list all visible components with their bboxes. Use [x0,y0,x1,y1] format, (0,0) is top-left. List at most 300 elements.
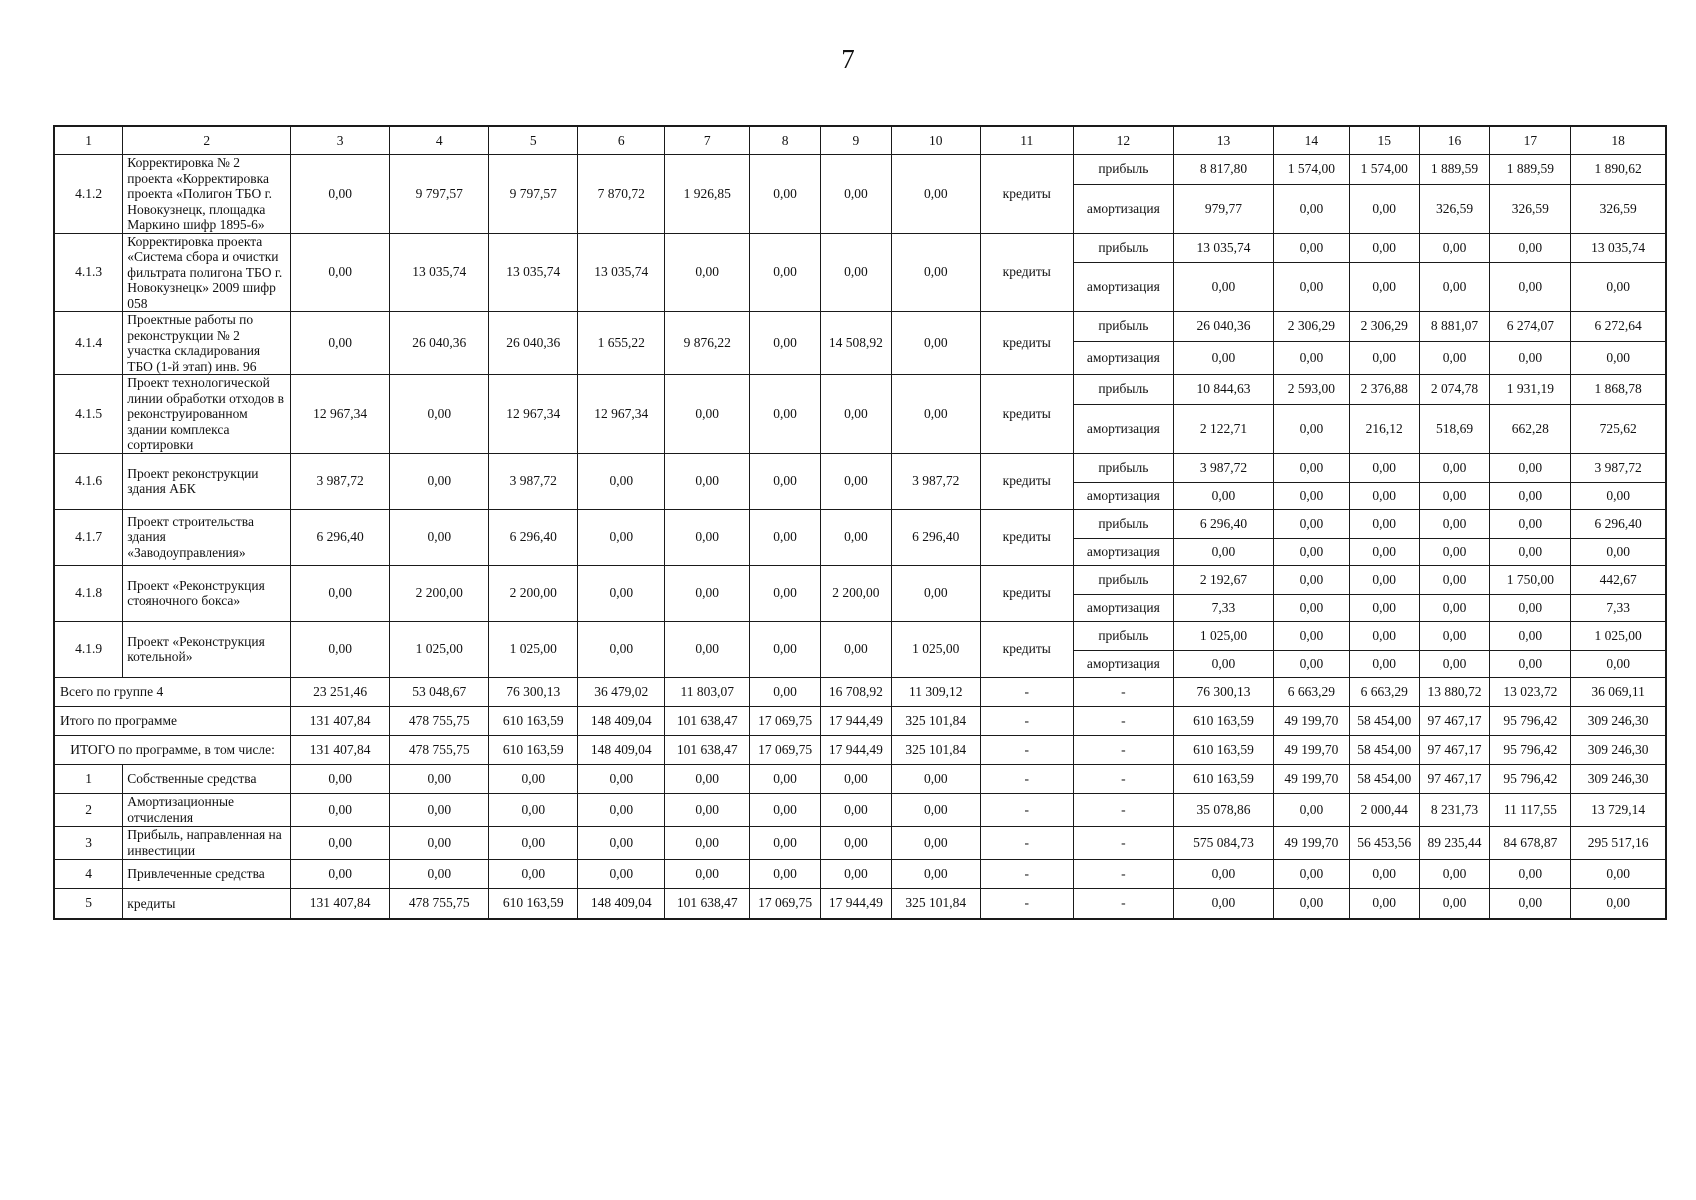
amortization-value: 0,00 [1274,404,1350,453]
profit-value: 6 296,40 [1173,509,1273,538]
column-number-cell: 5 [489,126,578,155]
summary-value: 11 803,07 [665,677,750,706]
project-code: 4.1.8 [54,565,123,621]
project-value-c9: 0,00 [820,155,891,234]
funding-source-value: 0,00 [578,826,665,859]
funding-source-number: 5 [54,888,123,919]
profit-value: 6 296,40 [1571,509,1666,538]
summary-value: 53 048,67 [390,677,489,706]
amortization-value: 0,00 [1274,650,1350,677]
funding-source-value: 13 729,14 [1571,793,1666,826]
funding-source-value: 0,00 [665,826,750,859]
profit-value: 0,00 [1349,621,1419,650]
profit-value: 0,00 [1419,621,1490,650]
funding-source-number: 1 [54,764,123,793]
project-value-c7: 9 876,22 [665,312,750,375]
column-number-cell: 13 [1173,126,1273,155]
profit-value: 26 040,36 [1173,312,1273,342]
funding-source-value: 0,00 [820,764,891,793]
summary-value: 610 163,59 [1173,735,1273,764]
funding-source-value: 610 163,59 [489,888,578,919]
project-code: 4.1.5 [54,375,123,454]
profit-value: 0,00 [1349,565,1419,594]
source-label-amortization: амортизация [1073,482,1173,509]
funding-source-value: 0,00 [1274,859,1350,888]
summary-value: 325 101,84 [891,706,980,735]
profit-value: 0,00 [1349,453,1419,482]
project-row [54,453,1666,482]
project-value-c9: 2 200,00 [820,565,891,621]
summary-value: 101 638,47 [665,706,750,735]
funding-source-value: 49 199,70 [1274,764,1350,793]
amortization-value: 0,00 [1419,482,1490,509]
funding-source-value: 95 796,42 [1490,764,1571,793]
project-value-c4: 26 040,36 [390,312,489,375]
funding-source-value: 131 407,84 [291,888,390,919]
project-value-c5: 1 025,00 [489,621,578,677]
source-label-amortization: амортизация [1073,341,1173,374]
funding-source-value: 0,00 [489,859,578,888]
funding-source-value: - [980,859,1073,888]
funding-source-value: 0,00 [489,826,578,859]
profit-value: 8 817,80 [1173,155,1273,185]
funding-source-value: - [980,888,1073,919]
project-value-c3: 0,00 [291,621,390,677]
project-value-c10: 0,00 [891,155,980,234]
summary-value: 36 479,02 [578,677,665,706]
project-value-c7: 0,00 [665,375,750,454]
amortization-value: 0,00 [1419,538,1490,565]
summary-value: 16 708,92 [820,677,891,706]
profit-value: 1 025,00 [1173,621,1273,650]
summary-value: - [1073,706,1173,735]
funding-source-label: Собственные средства [123,764,291,793]
funding-source-value: 97 467,17 [1419,764,1490,793]
project-value-c3: 0,00 [291,233,390,312]
project-name: Проект «Реконструкция стояночного бокса» [123,565,291,621]
project-value-c6: 0,00 [578,565,665,621]
profit-value: 2 192,67 [1173,565,1273,594]
project-value-c11: кредиты [980,621,1073,677]
project-name: Проект технологической линии обработки отходов в реконструированном здании комплекса сортировки [123,375,291,454]
profit-value: 0,00 [1490,621,1571,650]
amortization-value: 0,00 [1274,184,1350,233]
funding-source-value: 2 000,44 [1349,793,1419,826]
funding-source-value: 0,00 [750,764,821,793]
column-number-cell: 15 [1349,126,1419,155]
project-value-c5: 13 035,74 [489,233,578,312]
funding-source-value: 0,00 [1274,793,1350,826]
amortization-value: 0,00 [1490,650,1571,677]
profit-value: 1 931,19 [1490,375,1571,405]
profit-value: 2 376,88 [1349,375,1419,405]
summary-value: 131 407,84 [291,706,390,735]
amortization-value: 0,00 [1274,594,1350,621]
summary-value: - [980,706,1073,735]
amortization-value: 7,33 [1173,594,1273,621]
project-value-c9: 14 508,92 [820,312,891,375]
funding-source-row [54,859,1666,888]
funding-source-value: 58 454,00 [1349,764,1419,793]
profit-value: 2 593,00 [1274,375,1350,405]
project-value-c11: кредиты [980,509,1073,565]
amortization-value: 326,59 [1571,184,1666,233]
summary-value: 610 163,59 [489,706,578,735]
project-value-c6: 1 655,22 [578,312,665,375]
project-value-c8: 0,00 [750,453,821,509]
project-value-c7: 1 926,85 [665,155,750,234]
amortization-value: 0,00 [1571,538,1666,565]
funding-source-value: 0,00 [1490,859,1571,888]
summary-value: 17 069,75 [750,735,821,764]
funding-source-value: 8 231,73 [1419,793,1490,826]
amortization-value: 0,00 [1274,263,1350,312]
project-value-c5: 9 797,57 [489,155,578,234]
profit-value: 0,00 [1274,565,1350,594]
funding-source-value: 0,00 [665,859,750,888]
project-row [54,565,1666,594]
project-value-c10: 0,00 [891,233,980,312]
funding-source-value: 0,00 [891,764,980,793]
profit-value: 0,00 [1274,621,1350,650]
project-value-c3: 0,00 [291,155,390,234]
funding-source-row [54,826,1666,859]
profit-value: 8 881,07 [1419,312,1490,342]
amortization-value: 0,00 [1173,341,1273,374]
project-value-c4: 13 035,74 [390,233,489,312]
summary-value: 0,00 [750,677,821,706]
amortization-value: 0,00 [1274,341,1350,374]
project-value-c8: 0,00 [750,375,821,454]
summary-value: 49 199,70 [1274,735,1350,764]
profit-value: 2 074,78 [1419,375,1490,405]
amortization-value: 0,00 [1419,594,1490,621]
funding-source-value: 17 944,49 [820,888,891,919]
project-value-c10: 6 296,40 [891,509,980,565]
summary-value: 610 163,59 [489,735,578,764]
summary-value: 76 300,13 [1173,677,1273,706]
profit-value: 6 274,07 [1490,312,1571,342]
amortization-value: 0,00 [1490,594,1571,621]
project-value-c6: 0,00 [578,509,665,565]
project-value-c11: кредиты [980,155,1073,234]
project-value-c7: 0,00 [665,453,750,509]
project-value-c7: 0,00 [665,621,750,677]
project-value-c5: 2 200,00 [489,565,578,621]
column-number-cell: 14 [1274,126,1350,155]
profit-value: 0,00 [1490,233,1571,263]
project-value-c6: 7 870,72 [578,155,665,234]
amortization-value: 0,00 [1173,650,1273,677]
funding-source-value: 11 117,55 [1490,793,1571,826]
project-value-c7: 0,00 [665,565,750,621]
project-value-c11: кредиты [980,565,1073,621]
project-code: 4.1.9 [54,621,123,677]
funding-source-value: 0,00 [891,859,980,888]
project-value-c4: 1 025,00 [390,621,489,677]
project-value-c6: 0,00 [578,453,665,509]
summary-row [54,677,1666,706]
source-label-amortization: амортизация [1073,650,1173,677]
project-value-c7: 0,00 [665,509,750,565]
funding-source-value: - [1073,826,1173,859]
project-value-c4: 0,00 [390,453,489,509]
page-number: 7 [841,44,855,74]
source-label-amortization: амортизация [1073,263,1173,312]
amortization-value: 0,00 [1349,594,1419,621]
funding-source-label: Прибыль, направленная на инвестиции [123,826,291,859]
funding-source-value: - [1073,859,1173,888]
profit-value: 0,00 [1349,509,1419,538]
funding-source-value: 0,00 [1490,888,1571,919]
project-code: 4.1.6 [54,453,123,509]
project-row [54,621,1666,650]
funding-source-value: 0,00 [1173,859,1273,888]
project-value-c3: 0,00 [291,312,390,375]
profit-value: 0,00 [1419,233,1490,263]
amortization-value: 0,00 [1490,538,1571,565]
summary-value: 11 309,12 [891,677,980,706]
summary-value: 17 944,49 [820,706,891,735]
funding-source-value: 295 517,16 [1571,826,1666,859]
column-number-cell: 17 [1490,126,1571,155]
investment-program-table [53,125,1667,920]
amortization-value: 0,00 [1490,341,1571,374]
summary-value: - [1073,735,1173,764]
summary-value: 325 101,84 [891,735,980,764]
amortization-value: 0,00 [1571,482,1666,509]
funding-source-value: 0,00 [291,764,390,793]
column-number-cell: 7 [665,126,750,155]
funding-source-value: 0,00 [291,859,390,888]
profit-value: 0,00 [1490,509,1571,538]
profit-value: 1 889,59 [1419,155,1490,185]
profit-value: 0,00 [1419,565,1490,594]
funding-source-value: 0,00 [578,764,665,793]
amortization-value: 0,00 [1173,482,1273,509]
summary-value: 148 409,04 [578,735,665,764]
funding-source-value: 0,00 [820,793,891,826]
amortization-value: 216,12 [1349,404,1419,453]
source-label-profit: прибыль [1073,509,1173,538]
profit-value: 10 844,63 [1173,375,1273,405]
amortization-value: 2 122,71 [1173,404,1273,453]
profit-value: 13 035,74 [1173,233,1273,263]
column-number-cell: 4 [390,126,489,155]
amortization-value: 0,00 [1490,482,1571,509]
project-row [54,155,1666,185]
column-number-cell: 8 [750,126,821,155]
summary-value: 97 467,17 [1419,735,1490,764]
project-value-c11: кредиты [980,375,1073,454]
amortization-value: 518,69 [1419,404,1490,453]
summary-value: 309 246,30 [1571,706,1666,735]
funding-source-value: 0,00 [1274,888,1350,919]
profit-value: 1 574,00 [1349,155,1419,185]
project-name: Проект реконструкции здания АБК [123,453,291,509]
project-code: 4.1.4 [54,312,123,375]
project-value-c10: 0,00 [891,375,980,454]
project-code: 4.1.3 [54,233,123,312]
project-value-c11: кредиты [980,233,1073,312]
project-value-c4: 0,00 [390,509,489,565]
funding-source-value: 89 235,44 [1419,826,1490,859]
funding-source-value: 0,00 [390,826,489,859]
profit-value: 0,00 [1490,453,1571,482]
funding-source-value: 0,00 [820,826,891,859]
project-value-c8: 0,00 [750,565,821,621]
source-label-profit: прибыль [1073,621,1173,650]
funding-source-value: 0,00 [291,826,390,859]
funding-source-value: 148 409,04 [578,888,665,919]
funding-source-value: 0,00 [1419,859,1490,888]
amortization-value: 0,00 [1419,341,1490,374]
project-name: Проектные работы по реконструкции № 2 участка складирования ТБО (1-й этап) инв. 96 [123,312,291,375]
amortization-value: 0,00 [1419,263,1490,312]
project-code: 4.1.2 [54,155,123,234]
project-value-c3: 0,00 [291,565,390,621]
source-label-amortization: амортизация [1073,594,1173,621]
summary-value: 101 638,47 [665,735,750,764]
summary-value: 6 663,29 [1349,677,1419,706]
source-label-profit: прибыль [1073,233,1173,263]
amortization-value: 0,00 [1349,184,1419,233]
profit-value: 0,00 [1274,453,1350,482]
funding-source-value: - [1073,764,1173,793]
funding-source-row [54,888,1666,919]
funding-source-value: 0,00 [1349,888,1419,919]
project-row [54,233,1666,263]
funding-source-value: 0,00 [489,793,578,826]
funding-source-value: 0,00 [891,793,980,826]
source-label-profit: прибыль [1073,312,1173,342]
summary-value: 95 796,42 [1490,706,1571,735]
project-value-c3: 12 967,34 [291,375,390,454]
amortization-value: 7,33 [1571,594,1666,621]
project-value-c6: 0,00 [578,621,665,677]
summary-value: - [1073,677,1173,706]
project-name: Проект «Реконструкция котельной» [123,621,291,677]
summary-label: Итого по программе [54,706,291,735]
summary-row [54,735,1666,764]
funding-source-number: 2 [54,793,123,826]
amortization-value: 0,00 [1274,538,1350,565]
summary-value: 58 454,00 [1349,706,1419,735]
project-value-c9: 0,00 [820,453,891,509]
project-value-c6: 12 967,34 [578,375,665,454]
column-number-cell: 12 [1073,126,1173,155]
funding-source-value: 84 678,87 [1490,826,1571,859]
column-number-cell: 10 [891,126,980,155]
amortization-value: 0,00 [1349,263,1419,312]
summary-value: 17 944,49 [820,735,891,764]
profit-value: 2 306,29 [1274,312,1350,342]
profit-value: 1 025,00 [1571,621,1666,650]
funding-source-value: 0,00 [750,793,821,826]
profit-value: 0,00 [1349,233,1419,263]
summary-label: Всего по группе 4 [54,677,291,706]
column-number-cell: 18 [1571,126,1666,155]
profit-value: 0,00 [1274,233,1350,263]
source-label-amortization: амортизация [1073,184,1173,233]
column-number-cell: 16 [1419,126,1490,155]
project-value-c8: 0,00 [750,509,821,565]
funding-source-value: 0,00 [665,793,750,826]
funding-source-value: 575 084,73 [1173,826,1273,859]
source-label-profit: прибыль [1073,565,1173,594]
summary-value: 58 454,00 [1349,735,1419,764]
amortization-value: 326,59 [1490,184,1571,233]
amortization-value: 0,00 [1173,263,1273,312]
summary-value: 478 755,75 [390,706,489,735]
profit-value: 0,00 [1419,509,1490,538]
funding-source-label: Амортизационные отчисления [123,793,291,826]
amortization-value: 0,00 [1571,341,1666,374]
funding-source-label: кредиты [123,888,291,919]
summary-value: 23 251,46 [291,677,390,706]
amortization-value: 0,00 [1274,482,1350,509]
project-value-c8: 0,00 [750,312,821,375]
project-value-c5: 6 296,40 [489,509,578,565]
column-number-cell: 3 [291,126,390,155]
project-value-c7: 0,00 [665,233,750,312]
column-number-row [54,126,1666,155]
summary-value: 148 409,04 [578,706,665,735]
profit-value: 1 868,78 [1571,375,1666,405]
profit-value: 1 574,00 [1274,155,1350,185]
summary-value: 36 069,11 [1571,677,1666,706]
funding-source-value: 0,00 [291,793,390,826]
summary-row [54,706,1666,735]
funding-source-value: - [980,826,1073,859]
project-value-c9: 0,00 [820,233,891,312]
column-number-cell: 6 [578,126,665,155]
project-value-c4: 9 797,57 [390,155,489,234]
source-label-profit: прибыль [1073,375,1173,405]
summary-value: 131 407,84 [291,735,390,764]
funding-source-value: 0,00 [665,764,750,793]
project-value-c8: 0,00 [750,155,821,234]
funding-source-label: Привлеченные средства [123,859,291,888]
profit-value: 442,67 [1571,565,1666,594]
summary-value: 610 163,59 [1173,706,1273,735]
funding-source-value: 0,00 [1173,888,1273,919]
funding-source-value: 49 199,70 [1274,826,1350,859]
amortization-value: 662,28 [1490,404,1571,453]
source-label-amortization: амортизация [1073,404,1173,453]
profit-value: 3 987,72 [1571,453,1666,482]
summary-value: 95 796,42 [1490,735,1571,764]
funding-source-value: 610 163,59 [1173,764,1273,793]
project-value-c6: 13 035,74 [578,233,665,312]
amortization-value: 0,00 [1349,341,1419,374]
summary-value: 6 663,29 [1274,677,1350,706]
funding-source-value: 56 453,56 [1349,826,1419,859]
project-value-c5: 26 040,36 [489,312,578,375]
column-number-cell: 2 [123,126,291,155]
funding-source-value: 0,00 [1571,859,1666,888]
summary-value: - [980,735,1073,764]
funding-source-number: 4 [54,859,123,888]
project-value-c11: кредиты [980,312,1073,375]
funding-source-value: 35 078,86 [1173,793,1273,826]
column-number-cell: 1 [54,126,123,155]
funding-source-value: 0,00 [891,826,980,859]
profit-value: 6 272,64 [1571,312,1666,342]
funding-source-number: 3 [54,826,123,859]
project-row [54,509,1666,538]
project-value-c10: 0,00 [891,312,980,375]
